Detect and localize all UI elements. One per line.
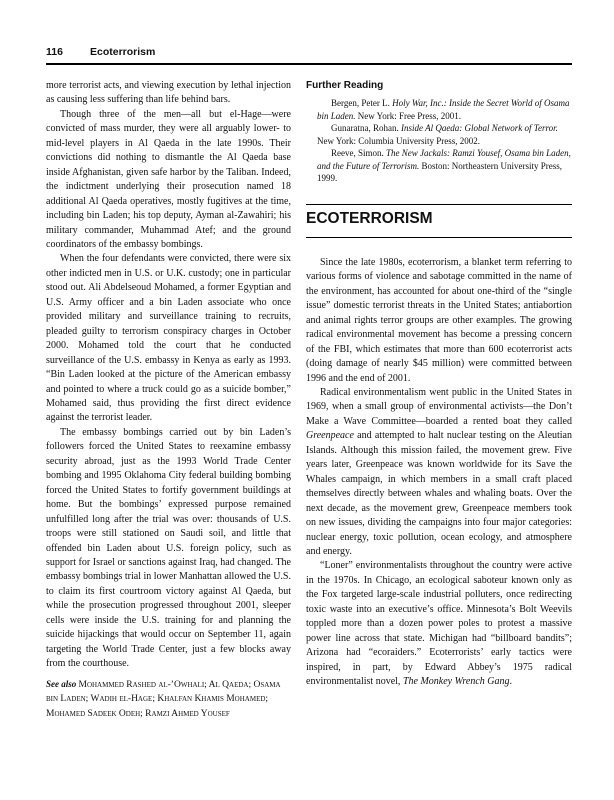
bibliography-entry: Bergen, Peter L. Holy War, Inc.: Inside the Secret World of Osama bin Laden. New York: Free Press, 2001. <box>317 98 570 121</box>
bibliography-entry: Gunaratna, Rohan. Inside Al Qaeda: Global Network of Terror. New York: Columbia University Press, 2002. <box>317 123 558 146</box>
page-number: 116 <box>46 46 63 58</box>
body-paragraph: more terrorist acts, and viewing execution by lethal injection as causing less suffering than life behind bars. <box>46 80 291 106</box>
body-paragraph: Since the late 1980s, ecoterrorism, a blanket term referring to various forms of violence and sabotage committed in the name of the environment, has accounted for about one-third of the “single issue” domestic terrorist threats in the United States; antiabortion and animal rights terror groups are other examples. The growing radical environmental movement has become a pressing concern of the FBI, which estimates that more than 600 ecoterrorist acts (doing damage of nearly $45 million) were committed between 1996 and the end of 2001. <box>306 256 572 384</box>
body-paragraph: Though three of the men—all but el-Hage—were convicted of mass murder, they were all arguably lower- to mid-level players in Al Qaeda in the late 1990s. Their convictions did nothing to dismantle the Al Qaeda base inside Afghanistan, given safe harbor by the Taliban. Indeed, the indictment underlying their prosecution named 18 additional Al Qaeda operatives, mostly fugitives at the time, including bin Laden; his top deputy, Ayman al-Zawahiri; his military commander, Muhammad Atef; and the ground coordinators of the embassy bombings. <box>46 108 291 250</box>
body-paragraph: When the four defendants were convicted, there were six other indicted men in U.S. or U.K. custody; one in particular stood out. Ali Abdelseoud Mohamed, a former Egyptian and U.S. Army officer and a bin Laden associate who once provided military and surveillance training to recruits, pleaded guilty to terrorism conspiracy charges in October 2000. Mohamed told the court that he conducted surveillance of the U.S. embassy in Kenya as early as 1993. “Bin Laden looked at the picture of the American embassy and pointed to where a truck could go as a suicide bomber,” Mohamed said, thus providing the first direct evidence against the terrorist leader. <box>46 253 291 424</box>
section-title: ECOTERRORISM <box>306 209 433 227</box>
body-paragraph: Radical environmentalism went public in the United States in 1969, when a small group of environmental activists—the Don’t Make a Wave Committee—boarded a rented boat they called Greenpeace and attempted to halt nuclear testing on the Aleutian Islands. Although this mission failed, the movement grew. Five years later, Greenpeace was known worldwide for its Save the Whales campaign, in which members in a small craft placed themselves directly between whales and whaling boats. Over the next decade, as the movement grew, Greenpeace members took on new issues, dividing the campaigns into four major categories: nuclear energy, toxic pollution, ocean ecology, and atmosphere and energy. <box>306 387 572 558</box>
section-heading-box <box>306 204 572 238</box>
header-rule <box>46 63 572 65</box>
running-title: Ecoterrorism <box>90 46 156 58</box>
see-also-names: Mohammed Rashed al-’Owhali; Al Qaeda; Osama bin Laden; Wadih el-Hage; Khalfan Khamis Mohamed; Mohamed Sadeek Odeh; Ramzi Ahmed Yousef <box>46 679 281 719</box>
bibliography-entry: Reeve, Simon. The New Jackals: Ramzi Yousef, Osama bin Laden, and the Future of Terrorism. Boston: Northeastern University Press, 1999. <box>317 148 571 184</box>
right-column <box>306 79 572 690</box>
running-header <box>46 46 572 60</box>
body-paragraph: The embassy bombings carried out by bin Laden’s followers forced the United States to reexamine embassy security abroad, just as the 1993 World Trade Center bombing and 1995 Oklahoma City federal building bombing forced the United States to fortify government buildings at home. But the bombings’ expressed purpose remained unfulfilled long after the trial was over: thousands of U.S. troops were still stationed on Saudi soil, and little that offended bin Laden about U.S. foreign policy, such as support for Israel or sanctions against Iraq, had changed. The embassy bombings trial in lower Manhattan allowed the U.S. to claim its first courtroom victory against Al Qaeda, but while the prosecution progressed throughout 2001, sleeper cells were inside the U.S. training for and planning the suicide hijackings that would occur on September 11, again targeting the World Trade Center, just a few blocks away from the courthouse. <box>46 426 291 670</box>
further-reading-title: Further Reading <box>306 80 384 91</box>
see-also-label: See also <box>46 678 77 689</box>
body-paragraph: “Loner” environmentalists throughout the country were active in the 1970s. In Chicago, an ecological saboteur known only as the Fox targeted large-scale industrial polluters, once redirecting toxic waste into an executive’s office. Minnesota’s Bolt Weevils toppled more than a dozen power poles to protest a massive power line across that state. Michigan had “billboard bandits”; Arizona had “ecoraiders.” Ecoterrorists’ early tactics were inspired, in part, by Edward Abbey’s 1975 radical environmentalist novel, The Monkey Wrench Gang. <box>306 560 572 688</box>
left-column <box>46 79 291 721</box>
see-also <box>46 678 291 722</box>
